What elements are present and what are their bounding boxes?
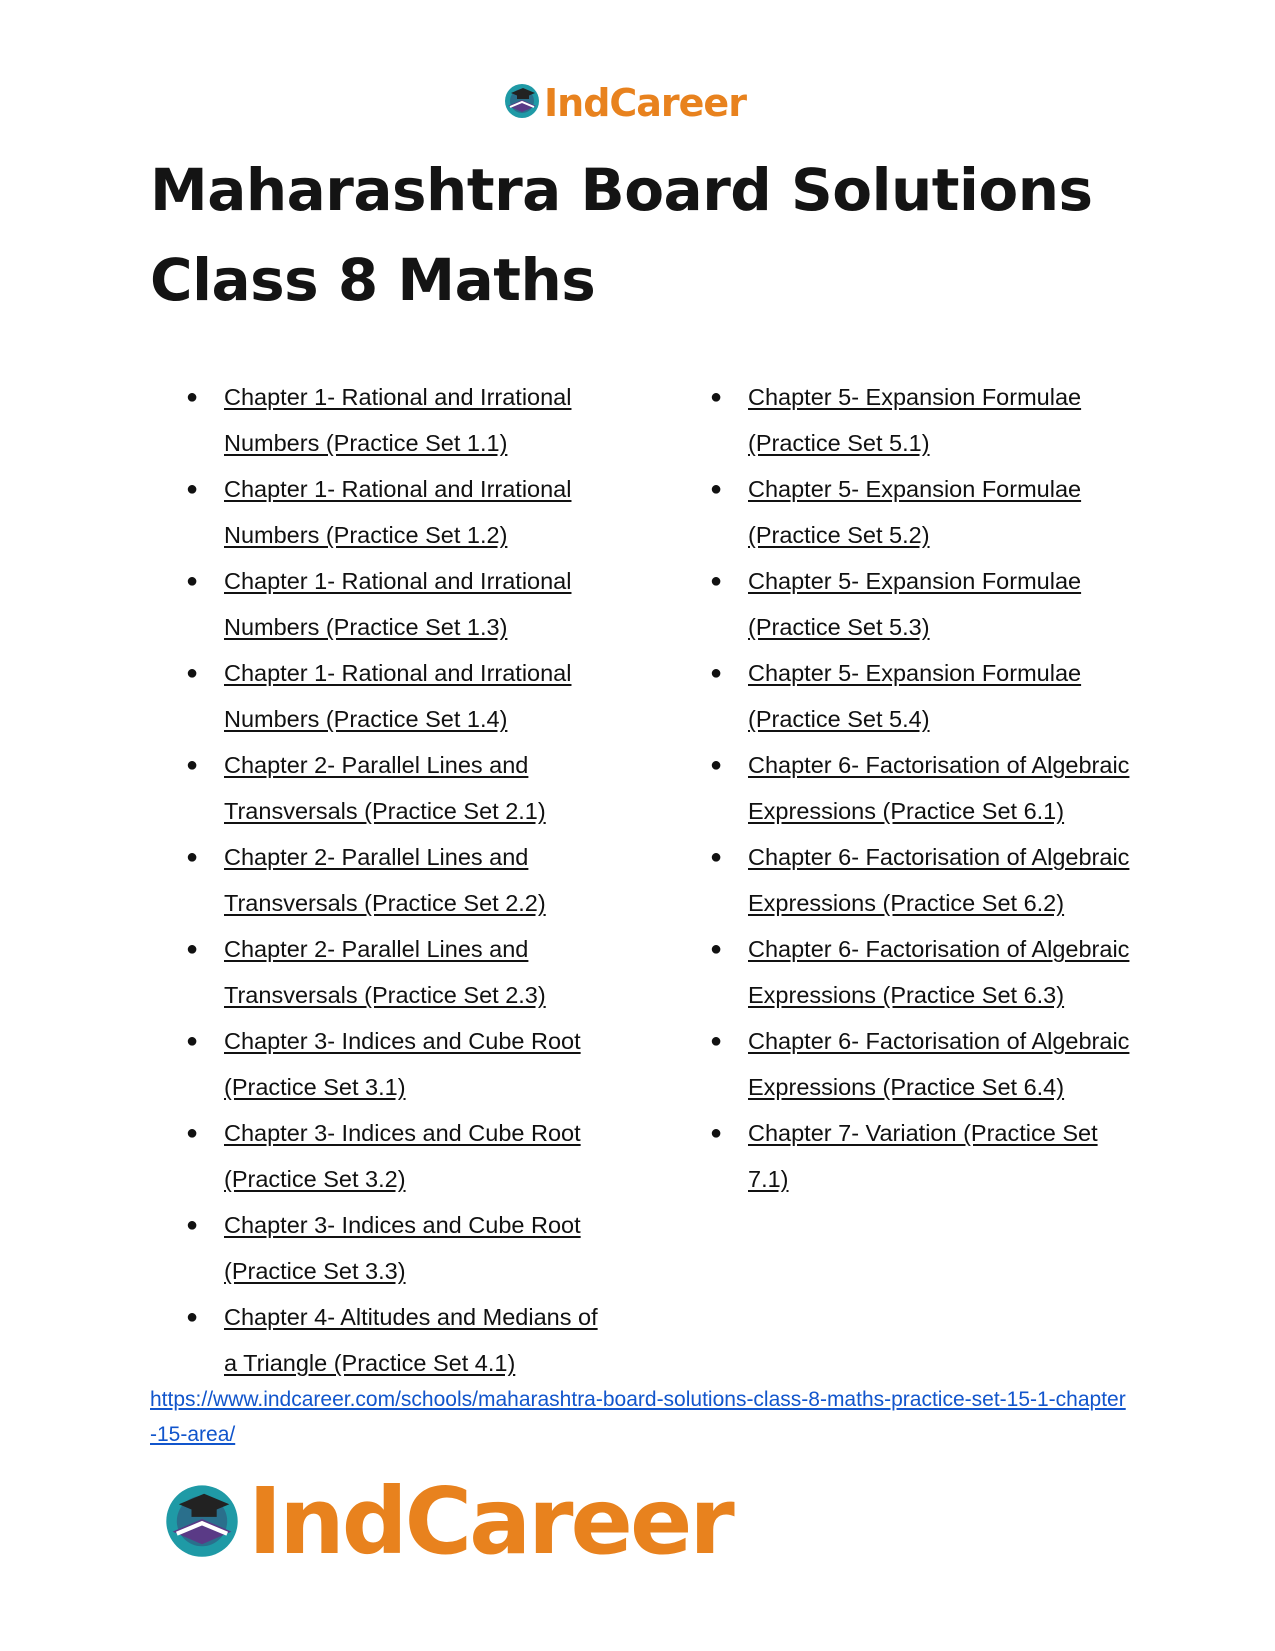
bullet-icon: ● (710, 478, 723, 500)
bullet-icon: ● (710, 846, 723, 868)
brand-logo-bottom (160, 1468, 732, 1575)
list-item (710, 926, 1140, 1018)
chapter-link[interactable]: Chapter 5- Expansion Formulae (Practice Set 5.3) (748, 568, 1082, 640)
bullet-icon: ● (186, 1306, 199, 1328)
chapter-link[interactable]: Chapter 2- Parallel Lines and Transversals (Practice Set 2.2) (224, 844, 546, 916)
bullet-icon: ● (186, 1030, 199, 1052)
list-item (186, 1202, 616, 1294)
chapter-link[interactable]: Chapter 1- Rational and Irrational Numbers (Practice Set 1.2) (224, 476, 572, 548)
page-title: Maharashtra Board Solutions Class 8 Maths (150, 156, 1093, 314)
chapter-link[interactable]: Chapter 5- Expansion Formulae (Practice Set 5.2) (748, 476, 1082, 548)
list-item (186, 558, 616, 650)
chapter-link[interactable]: Chapter 6- Factorisation of Algebraic Expressions (Practice Set 6.3) (748, 936, 1130, 1008)
chapter-link[interactable]: Chapter 6- Factorisation of Algebraic Expressions (Practice Set 6.2) (748, 844, 1130, 916)
brand-wordmark: IndCareer (544, 80, 746, 125)
list-item (710, 650, 1140, 742)
brand-wordmark: IndCareer (248, 1468, 732, 1575)
chapter-link[interactable]: Chapter 3- Indices and Cube Root (Practice Set 3.1) (224, 1028, 581, 1100)
chapter-link[interactable]: Chapter 5- Expansion Formulae (Practice Set 5.1) (748, 384, 1082, 456)
bullet-icon: ● (710, 570, 723, 592)
bullet-icon: ● (710, 938, 723, 960)
chapter-link[interactable]: Chapter 5- Expansion Formulae (Practice Set 5.4) (748, 660, 1082, 732)
list-item (710, 374, 1140, 466)
bullet-icon: ● (710, 386, 723, 408)
graduation-cap-book-icon (160, 1477, 244, 1566)
list-item (710, 558, 1140, 650)
bullet-icon: ● (186, 478, 199, 500)
bullet-icon: ● (186, 1122, 199, 1144)
chapter-link[interactable]: Chapter 3- Indices and Cube Root (Practice Set 3.3) (224, 1212, 581, 1284)
chapter-link[interactable]: Chapter 4- Altitudes and Medians of a Triangle (Practice Set 4.1) (224, 1304, 598, 1376)
chapter-link[interactable]: Chapter 7- Variation (Practice Set 7.1) (748, 1120, 1098, 1192)
bullet-icon: ● (186, 386, 199, 408)
list-item (710, 466, 1140, 558)
list-item (710, 834, 1140, 926)
chapter-link[interactable]: Chapter 1- Rational and Irrational Numbers (Practice Set 1.3) (224, 568, 572, 640)
list-item (186, 742, 616, 834)
bullet-icon: ● (710, 754, 723, 776)
list-item (186, 374, 616, 466)
list-item (186, 834, 616, 926)
chapter-list-right (710, 374, 1140, 1202)
chapter-link[interactable]: Chapter 6- Factorisation of Algebraic Expressions (Practice Set 6.4) (748, 1028, 1130, 1100)
bullet-icon: ● (186, 570, 199, 592)
bullet-icon: ● (186, 754, 199, 776)
bullet-icon: ● (186, 1214, 199, 1236)
list-item (186, 1018, 616, 1110)
brand-logo-top (502, 80, 746, 125)
bullet-icon: ● (710, 1122, 723, 1144)
list-item (186, 650, 616, 742)
list-item (186, 466, 616, 558)
chapter-link[interactable]: Chapter 1- Rational and Irrational Numbers (Practice Set 1.4) (224, 660, 572, 732)
list-item (186, 1294, 616, 1386)
graduation-cap-book-icon (502, 80, 542, 125)
chapter-link[interactable]: Chapter 6- Factorisation of Algebraic Expressions (Practice Set 6.1) (748, 752, 1130, 824)
bullet-icon: ● (710, 1030, 723, 1052)
list-item (186, 926, 616, 1018)
bullet-icon: ● (710, 662, 723, 684)
chapter-list-left (186, 374, 616, 1386)
source-url-link[interactable]: https://www.indcareer.com/schools/maharashtra-board-solutions-class-8-maths-practice-set-15-1-chapter-15-area/ (150, 1388, 1126, 1446)
bullet-icon: ● (186, 938, 199, 960)
bullet-icon: ● (186, 662, 199, 684)
list-item (710, 1018, 1140, 1110)
list-item (186, 1110, 616, 1202)
bullet-icon: ● (186, 846, 199, 868)
list-item (710, 742, 1140, 834)
chapter-link[interactable]: Chapter 2- Parallel Lines and Transversals (Practice Set 2.1) (224, 752, 546, 824)
list-item (710, 1110, 1140, 1202)
chapter-link[interactable]: Chapter 3- Indices and Cube Root (Practice Set 3.2) (224, 1120, 581, 1192)
chapter-link[interactable]: Chapter 1- Rational and Irrational Numbers (Practice Set 1.1) (224, 384, 572, 456)
chapter-link[interactable]: Chapter 2- Parallel Lines and Transversals (Practice Set 2.3) (224, 936, 546, 1008)
